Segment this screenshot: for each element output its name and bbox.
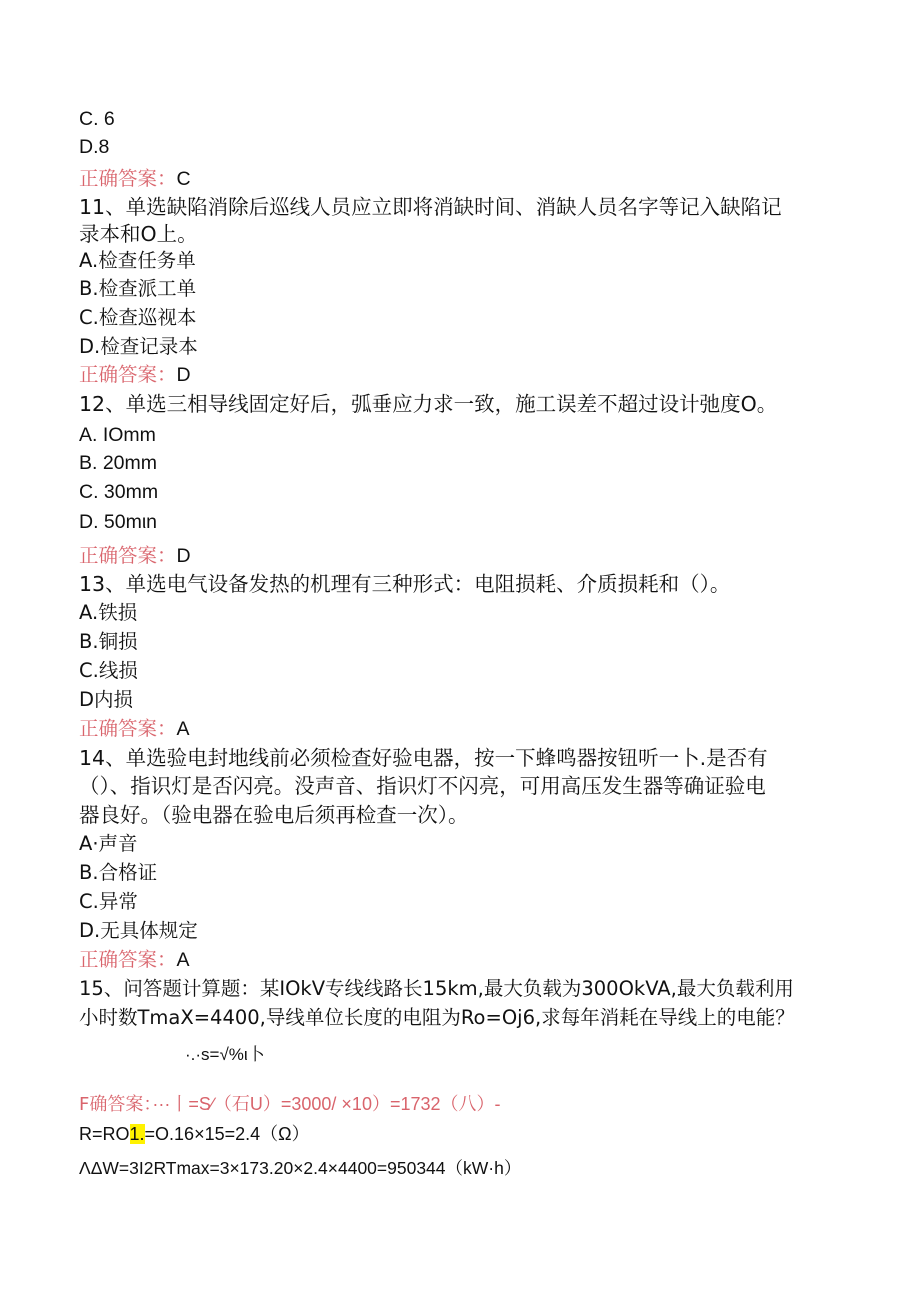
question-14-option-a: A·声音	[79, 832, 138, 855]
answer-14	[79, 947, 190, 973]
answer-value: A	[176, 949, 190, 971]
answer-label: F确答案：	[79, 1094, 153, 1115]
energy-loss-calc: ΛΔW=3I2RTmax=3×173.20×2.4×4400=950344（kW·h）	[79, 1158, 522, 1178]
question-12-option-a: A. IOmm	[79, 424, 156, 446]
answer-value: A	[176, 718, 190, 740]
question-11-line-2: 录本和O上。	[79, 222, 198, 246]
question-14-line-2: （）、指识灯是否闪亮。没声音、指识灯不闪亮，可用高压发生器等确证验电	[79, 774, 766, 798]
answer-label: 正确答案：	[79, 167, 177, 190]
question-15-line-2: 小时数TmaX=4400,导线单位长度的电阻为Ro=Oj6,求每年消耗在导线上的电能？	[79, 1006, 795, 1029]
question-12: 12、单选三相导线固定好后，弧垂应力求一致，施工误差不超过设计弛度O。	[79, 392, 778, 416]
answer-label: 正确答案：	[79, 717, 177, 740]
resistance-calc-end: =O.16×15=2.4（Ω）	[144, 1124, 310, 1144]
question-14-option-d: D.无具体规定	[79, 919, 198, 942]
question-11-line-1: 11、单选缺陷消除后巡线人员应立即将消缺时间、消缺人员名字等记入缺陷记	[79, 195, 782, 219]
question-13-option-a: A.铁损	[79, 601, 138, 624]
question-11-option-c: C.检查巡视本	[79, 306, 197, 329]
question-13: 13、单选电气设备发热的机理有三种形式：电阻损耗、介质损耗和（）。	[79, 572, 731, 596]
question-15-line-1: 15、问答题计算题：某IOkV专线线路长15km,最大负载为300OkVA,最大负载利用	[79, 977, 794, 1000]
formula: ·.·s=√%ι卜	[185, 1045, 265, 1064]
highlighted-text: 1.	[129, 1124, 145, 1144]
question-14-option-c: C.异常	[79, 890, 138, 913]
answer-11	[79, 362, 191, 388]
option-d: D.8	[79, 136, 110, 158]
question-13-option-c: C.线损	[79, 659, 138, 682]
answer-label: 正确答案：	[79, 544, 177, 567]
question-14-line-1: 14、单选验电封地线前必须检查好验电器，按一下蜂鸣器按钮听一卜.是否有	[79, 746, 768, 770]
question-11-option-d: D.检查记录本	[79, 335, 198, 358]
answer-15	[79, 1091, 501, 1118]
question-12-option-b: B. 20mm	[79, 452, 158, 474]
question-13-option-b: B.铜损	[79, 630, 138, 653]
question-12-option-d: D. 50mιn	[79, 511, 158, 533]
answer-10	[79, 166, 191, 192]
resistance-calc	[79, 1121, 310, 1147]
answer-value: C	[176, 168, 191, 190]
resistance-calc-start: R=RO	[79, 1124, 130, 1144]
answer-value: D	[176, 364, 191, 386]
answer-value: D	[176, 545, 191, 567]
question-14-option-b: B.合格证	[79, 861, 158, 884]
answer-12	[79, 543, 191, 569]
answer-label: 正确答案：	[79, 363, 177, 386]
question-11-option-b: B.检查派工单	[79, 277, 197, 300]
answer-label: 正确答案：	[79, 948, 177, 971]
question-12-option-c: C. 30mm	[79, 481, 159, 503]
answer-value: ···丨=S∕（石U）=3000/ ×10）=1732（八）-	[152, 1094, 501, 1114]
question-13-option-d: D内损	[79, 688, 134, 711]
question-11-option-a: A.检查任务单	[79, 249, 196, 272]
question-14-line-3: 器良好。（验电器在验电后须再检查一次）。	[79, 803, 469, 827]
answer-13	[79, 716, 190, 742]
option-c: C. 6	[79, 108, 115, 130]
